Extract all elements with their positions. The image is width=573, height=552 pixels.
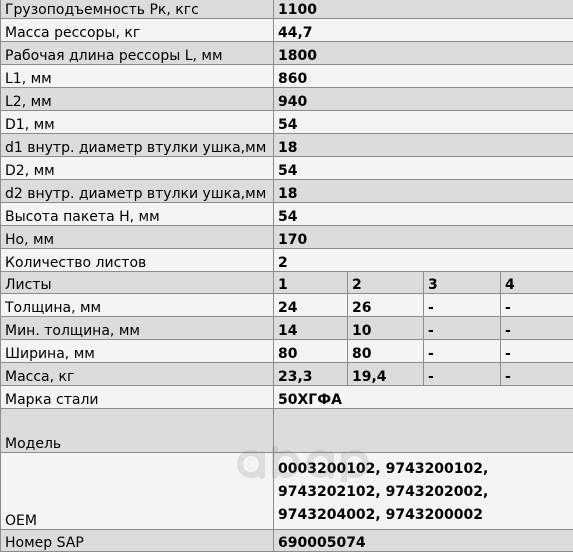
table-row	[1, 19, 573, 42]
row-label: Высота пакета H, мм	[1, 203, 274, 226]
table-row	[1, 134, 573, 157]
leaf-cell: -	[424, 340, 501, 363]
row-value: 44,7	[274, 19, 573, 42]
row-label: L1, мм	[1, 65, 274, 88]
oem-value: 0003200102, 9743200102, 9743202102, 9743202002, 9743204002, 9743200002	[274, 453, 573, 530]
leaves-row	[1, 340, 573, 363]
row-label: D2, мм	[1, 157, 274, 180]
sap-label: Номер SAP	[1, 530, 274, 552]
row-value: 18	[274, 134, 573, 157]
leaves-row	[1, 294, 573, 317]
row-value: 18	[274, 180, 573, 203]
row-value: 940	[274, 88, 573, 111]
row-value: 54	[274, 111, 573, 134]
table-row	[1, 0, 573, 19]
leaves-row-label: Мин. толщина, мм	[1, 317, 274, 340]
leaf-cell: -	[501, 340, 573, 363]
row-value: 54	[274, 203, 573, 226]
leaf-cell: -	[424, 317, 501, 340]
row-value: 170	[274, 226, 573, 249]
row-value: 1800	[274, 42, 573, 65]
row-value: 860	[274, 65, 573, 88]
oem-row	[1, 453, 573, 530]
leaf-cell: 19,4	[348, 363, 424, 386]
leaf-cell: -	[501, 363, 573, 386]
table-row	[1, 42, 573, 65]
leaves-header-row	[1, 272, 573, 294]
leaf-cell: 10	[348, 317, 424, 340]
leaves-header-label: Листы	[1, 272, 274, 294]
row-label: Масса рессоры, кг	[1, 19, 274, 42]
row-label: d1 внутр. диаметр втулки ушка,мм	[1, 134, 274, 157]
steel-label: Марка стали	[1, 386, 274, 409]
leaves-row-label: Масса, кг	[1, 363, 274, 386]
leaf-cell: -	[501, 317, 573, 340]
row-label: Рабочая длина рессоры L, мм	[1, 42, 274, 65]
leaf-cell: 14	[274, 317, 348, 340]
leaves-row-label: Толщина, мм	[1, 294, 274, 317]
leaf-cell: -	[424, 294, 501, 317]
leaf-cell: -	[424, 363, 501, 386]
sap-value: 690005074	[274, 530, 573, 552]
row-label: d2 внутр. диаметр втулки ушка,мм	[1, 180, 274, 203]
table-row	[1, 180, 573, 203]
table-row	[1, 65, 573, 88]
leaf-cell: 26	[348, 294, 424, 317]
leaves-row-label: Ширина, мм	[1, 340, 274, 363]
steel-value: 50ХГФА	[274, 386, 573, 409]
leaf-col-header: 1	[274, 272, 348, 294]
leaves-row	[1, 317, 573, 340]
model-row	[1, 409, 573, 453]
table-row	[1, 111, 573, 134]
row-label: Ho, мм	[1, 226, 274, 249]
leaf-cell: 23,3	[274, 363, 348, 386]
row-value: 54	[274, 157, 573, 180]
model-label: Модель	[1, 409, 274, 453]
steel-row	[1, 386, 573, 409]
leaf-col-header: 3	[424, 272, 501, 294]
row-value: 1100	[274, 0, 573, 19]
table-row	[1, 226, 573, 249]
table-row	[1, 249, 573, 272]
oem-label: OEM	[1, 453, 274, 530]
sap-row	[1, 530, 573, 552]
table-row	[1, 88, 573, 111]
table-row	[1, 203, 573, 226]
row-label: Количество листов	[1, 249, 274, 272]
row-label: Грузоподъемность Рк, кгс	[1, 0, 274, 19]
leaf-cell: 80	[274, 340, 348, 363]
leaf-cell: 24	[274, 294, 348, 317]
model-value	[274, 409, 573, 453]
leaf-col-header: 2	[348, 272, 424, 294]
leaf-cell: -	[501, 294, 573, 317]
row-label: D1, мм	[1, 111, 274, 134]
row-value: 2	[274, 249, 573, 272]
leaf-col-header: 4	[501, 272, 573, 294]
row-label: L2, мм	[1, 88, 274, 111]
table-row	[1, 157, 573, 180]
leaves-row	[1, 363, 573, 386]
leaf-cell: 80	[348, 340, 424, 363]
